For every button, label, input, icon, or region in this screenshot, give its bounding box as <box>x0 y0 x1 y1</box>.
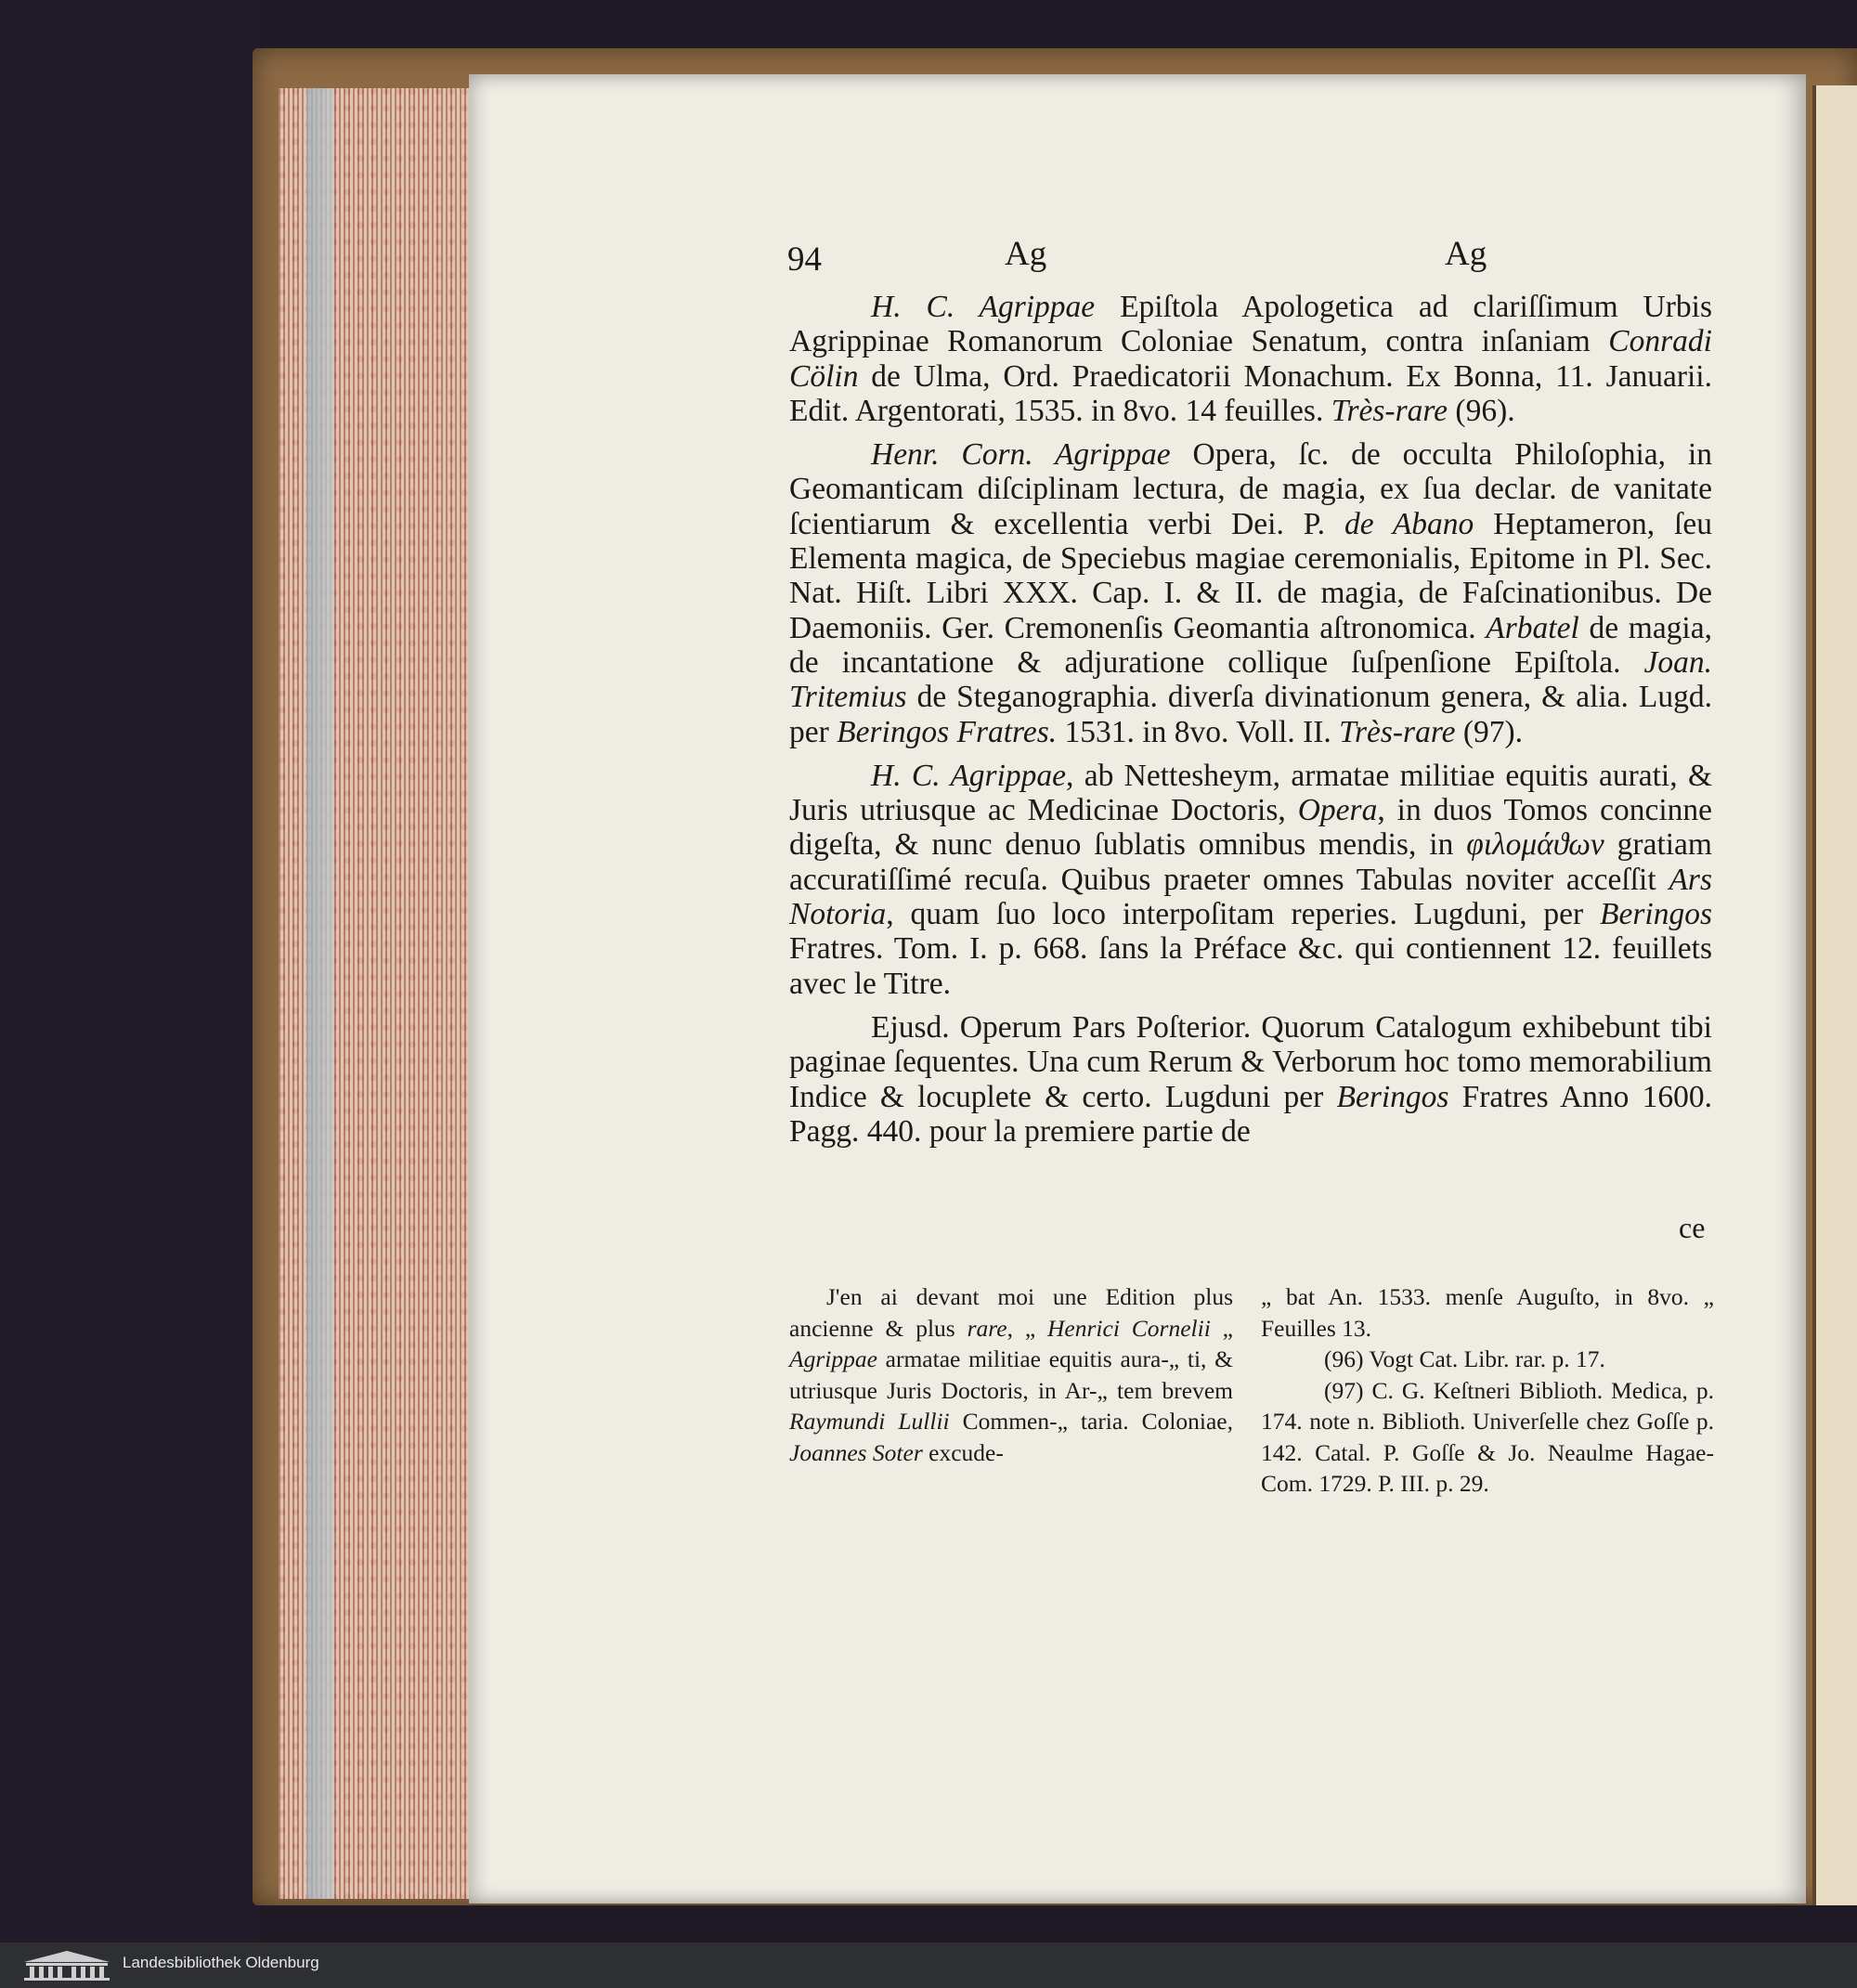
text-segment: gratiam accuratiſſimé recuſa. Quibus praeter omnes Tabulas noviter acceſſit <box>789 827 1712 897</box>
italic-segment: Beringos <box>1600 897 1712 932</box>
italic-segment: Très-rare <box>1339 714 1456 749</box>
italic-segment: rare <box>967 1314 1007 1342</box>
facing-page-edge <box>1812 85 1857 1905</box>
italic-segment: Conradi Cölin <box>789 324 1712 394</box>
text-segment: de Steganographia. diverſa divinationum genera, & alia. Lugd. per <box>789 680 1712 749</box>
text-segment: „ <box>1210 1314 1233 1342</box>
main-text <box>789 290 1712 1149</box>
italic-segment: Ars Notoria <box>789 862 1712 932</box>
text-segment: , „ <box>1006 1314 1048 1342</box>
italic-segment: Joan. Tritemius <box>789 644 1712 715</box>
italic-segment: H. C. Agrippae <box>871 290 1096 324</box>
italic-segment: Agrippae <box>789 1345 877 1372</box>
text-segment: Opera, ſc. de occulta Philoſophia, in Geomanticam diſciplinam lectura, de magia, ex ſua declar. de vanitate ſcientiarum & excellentia verbi Dei. P. <box>789 437 1712 541</box>
text-segment: (97). <box>1455 714 1524 749</box>
library-building-logo-icon <box>20 1949 113 1981</box>
running-head-right: Ag <box>1445 235 1487 273</box>
text-segment: Heptameron, ſeu Elementa magica, de Speciebus magiae ceremonialis, Epitome in Pl. Sec. Nat. Hiſt. Libri XXX. Cap. I. & II. de magia, de Faſcinationibus. De Daemoniis. Ger. Cremonenſis Geomantia aſtronomica. <box>789 506 1712 645</box>
text-segment: Ejusd. Operum Pars Poſterior. Quorum Catalogum exhibebunt tibi paginae ſequentes. Una cum Rerum & Verborum hoc tomo memorabilium Indice & locuplete & certo. Lugduni per <box>789 1009 1712 1114</box>
footnotes-right-column <box>1261 1281 1714 1500</box>
text-segment: (96). <box>1448 393 1515 428</box>
entry-paragraph <box>789 1010 1712 1149</box>
text-segment: J'en ai devant moi une Edition plus ancienne & plus <box>789 1283 1233 1342</box>
text-segment: , in duos Tomos concinne digeſta, & nunc denuo ſublatis omnibus mendis, in <box>789 793 1712 863</box>
page-edges-shadow <box>306 88 334 1899</box>
italic-segment: φιλομάϑων <box>1466 827 1604 863</box>
text-segment: Fratres. Tom. I. p. 668. ſans la Préface &c. qui contiennent 12. feuillets avec le Titre. <box>789 931 1712 1001</box>
text-segment: „ bat An. 1533. menſe Auguſto, in 8vo. „ Feuilles 13. <box>1261 1283 1714 1342</box>
entry-paragraph <box>789 759 1712 1001</box>
footnote <box>1261 1375 1714 1500</box>
text-segment: Epiſtola Apologetica ad clariſſimum Urbis Agrippinae Romanorum Coloniae Senatum, contra inſaniam <box>789 290 1712 359</box>
text-segment: 1531. in 8vo. Voll. II. <box>1057 714 1340 749</box>
page-number: 94 <box>787 240 822 279</box>
italic-segment: Henrici Cornelii <box>1047 1314 1211 1342</box>
text-segment: Fratres Anno 1600. Pagg. 440. pour la premiere partie de <box>789 1079 1712 1149</box>
italic-segment: Henr. Corn. Agrippae <box>871 437 1171 473</box>
italic-segment: Beringos Fratres. <box>837 714 1058 749</box>
footnote <box>1261 1281 1714 1344</box>
footnotes-left-column <box>789 1281 1233 1468</box>
italic-segment: Opera <box>1297 793 1378 828</box>
text-segment: de magia, de incantatione & adjuratione collique ſuſpenſione Epiſtola. <box>789 610 1712 680</box>
italic-segment: Raymundi Lullii <box>789 1408 950 1435</box>
catchword: ce <box>1679 1211 1706 1244</box>
italic-segment: Beringos <box>1336 1079 1449 1114</box>
text-segment: excude- <box>922 1438 1004 1466</box>
entry-paragraph <box>789 437 1712 749</box>
italic-segment: H. C. Agrippae <box>871 758 1067 793</box>
text-segment: (96) Vogt Cat. Libr. rar. p. 17. <box>1324 1345 1605 1372</box>
footnote <box>789 1281 1233 1468</box>
text-segment: armatae militiae equitis aura-„ ti, & utriusque Juris Doctoris, in Ar-„ tem brevem <box>789 1345 1233 1404</box>
italic-segment: Joannes Soter <box>789 1438 923 1466</box>
footer-institution-name: Landesbibliothek Oldenburg <box>123 1954 319 1971</box>
italic-segment: Arbatel <box>1486 610 1579 645</box>
running-head-left: Ag <box>1005 235 1047 273</box>
italic-segment: de Abano <box>1344 506 1474 541</box>
text-segment: , ab Nettesheym, armatae militiae equitis aurati, & Juris utriusque ac Medicinae Doctoris, <box>789 758 1712 828</box>
background-dark <box>0 0 260 1943</box>
entry-paragraph <box>789 290 1712 428</box>
italic-segment: Très-rare <box>1331 393 1448 428</box>
text-segment: (97) C. G. Keſtneri Biblioth. Medica, p. 174. note n. Biblioth. Univerſelle chez Goſſe p. 142. Catal. P. Goſſe & Jo. Neaulme Hagae-Com. 1729. P. III. p. 29. <box>1261 1376 1714 1497</box>
text-segment: de Ulma, Ord. Praedicatorii Monachum. Ex Bonna, 11. Januarii. Edit. Argentorati, 1535. in 8vo. 14 feuilles. <box>789 358 1712 428</box>
footnote <box>1261 1344 1714 1375</box>
text-segment: , quam ſuo loco interpoſitam reperies. Lugduni, per <box>886 897 1601 932</box>
text-segment: Commen-„ taria. Coloniae, <box>949 1408 1234 1435</box>
